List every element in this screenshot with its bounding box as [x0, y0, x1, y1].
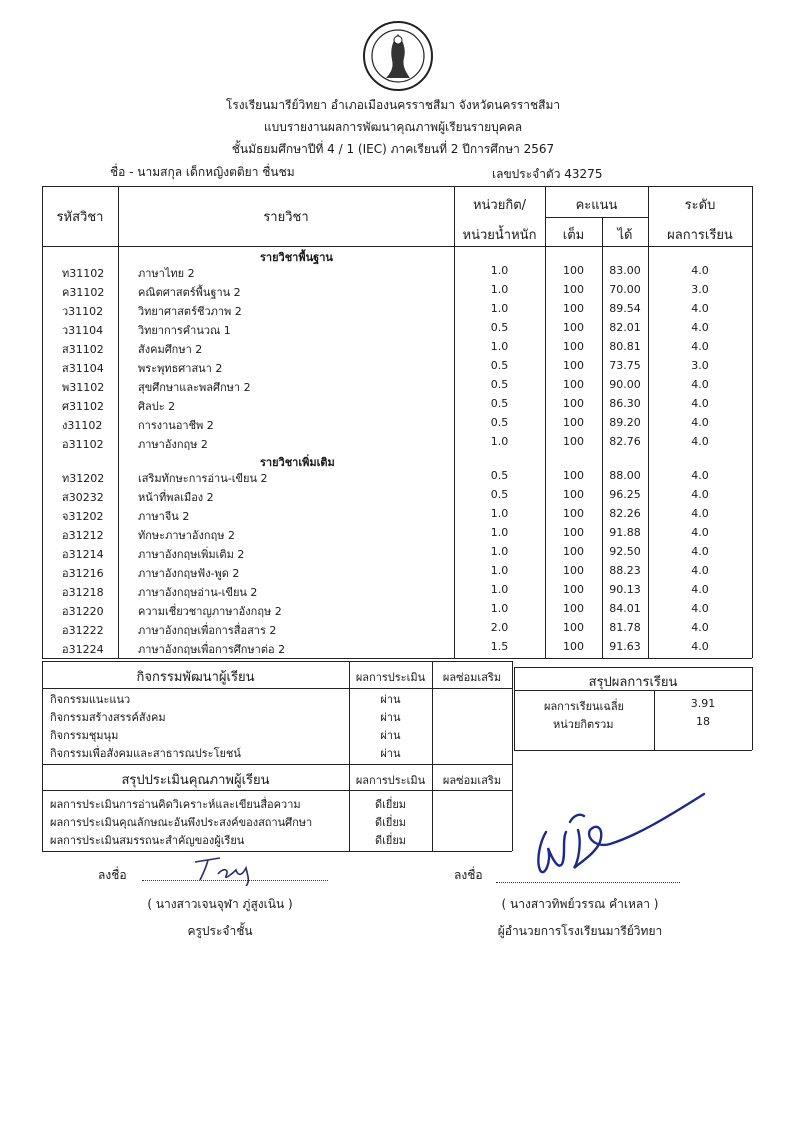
cell-full: 100 [563, 397, 584, 410]
table-row [0, 621, 786, 639]
table-row [0, 469, 786, 487]
cell-credit: 1.0 [490, 264, 509, 277]
cell-credit: 0.5 [490, 397, 509, 410]
cell-name: ภาษาอังกฤษ 2 [138, 438, 208, 451]
item-result: ดีเยี่ยม [374, 834, 407, 847]
director-name: ( นางสาวทิพย์วรรณ คำเหลา ) [501, 897, 659, 911]
cell-credit: 1.0 [490, 545, 509, 558]
table-row [0, 340, 786, 358]
cell-full: 100 [563, 545, 584, 558]
cell-credit: 0.5 [490, 488, 509, 501]
activities-header: กิจกรรมพัฒนาผู้เรียน [136, 670, 255, 685]
cell-grade: 4.0 [691, 526, 709, 539]
cell-full: 100 [563, 435, 584, 448]
cell-code: ส31104 [62, 362, 104, 375]
table-row [0, 583, 786, 601]
table-row [0, 640, 786, 658]
cell-got: 89.20 [609, 416, 641, 429]
group-basic-label: รายวิชาพื้นฐาน [260, 251, 333, 264]
class-line: ชั้นมัธยมศึกษาปีที่ 4 / 1 (IEC) ภาคเรียนที่ 2 ปีการศึกษา 2567 [231, 142, 555, 156]
credits-value: 18 [696, 715, 710, 728]
cell-full: 100 [563, 602, 584, 615]
cell-full: 100 [563, 621, 584, 634]
cell-name: เสริมทักษะการอ่าน-เขียน 2 [138, 472, 268, 485]
cell-name: ภาษาไทย 2 [138, 267, 195, 280]
cell-code: ท31102 [62, 267, 105, 280]
cell-credit: 1.0 [490, 435, 509, 448]
credits-label: หน่วยกิตรวม [553, 718, 614, 731]
cell-grade: 4.0 [691, 621, 709, 634]
cell-grade: 4.0 [691, 435, 709, 448]
cell-full: 100 [563, 488, 584, 501]
item-name: ผลการประเมินคุณลักษณะอันพึงประสงค์ของสถานศึกษา [50, 816, 313, 829]
item-name: กิจกรรมเพื่อสังคมและสาธารณประโยชน์ [50, 747, 241, 760]
group-extra-label: รายวิชาเพิ่มเติม [260, 456, 335, 469]
school-name-line: โรงเรียนมารีย์วิทยา อำเภอเมืองนครราชสีมา จังหวัดนครราชสีมา [225, 98, 561, 112]
cell-code: อ31220 [62, 605, 104, 618]
table-row [0, 359, 786, 377]
cell-got: 84.01 [609, 602, 641, 615]
director-sign-label: ลงชื่อ [454, 868, 483, 882]
table-row [0, 564, 786, 582]
cell-credit: 0.5 [490, 378, 509, 391]
cell-code: ง31102 [62, 419, 103, 432]
cell-got: 89.54 [609, 302, 641, 315]
quality-col-remedial: ผลซ่อมเสริม [442, 774, 502, 787]
col-header-credit-1: หน่วยกิต/ [472, 198, 527, 213]
cell-got: 83.00 [609, 264, 641, 277]
cell-name: ทักษะภาษาอังกฤษ 2 [138, 529, 235, 542]
cell-name: คณิตศาสตร์พื้นฐาน 2 [138, 286, 241, 299]
cell-got: 73.75 [609, 359, 641, 372]
cell-full: 100 [563, 564, 584, 577]
cell-got: 80.81 [609, 340, 641, 353]
cell-grade: 4.0 [691, 378, 709, 391]
cell-code: พ31102 [62, 381, 105, 394]
cell-got: 92.50 [609, 545, 641, 558]
cell-grade: 4.0 [691, 507, 709, 520]
school-logo [362, 20, 434, 92]
item-result: ดีเยี่ยม [374, 798, 407, 811]
cell-name: หน้าที่พลเมือง 2 [138, 491, 214, 504]
list-item [0, 726, 786, 744]
col-header-credit-2: หน่วยน้ำหนัก [462, 228, 537, 243]
cell-code: อ31224 [62, 643, 104, 656]
cell-got: 70.00 [609, 283, 641, 296]
student-name: ชื่อ - นามสกุล เด็กหญิงตติยา ชื่นชม [110, 165, 295, 179]
cell-credit: 1.0 [490, 340, 509, 353]
cell-code: จ31202 [62, 510, 104, 523]
col-header-score: คะแนน [575, 198, 618, 213]
cell-grade: 3.0 [691, 359, 709, 372]
cell-credit: 1.0 [490, 526, 509, 539]
quality-col-result: ผลการประเมิน [355, 774, 426, 787]
cell-grade: 4.0 [691, 321, 709, 334]
cell-grade: 4.0 [691, 583, 709, 596]
cell-name: ภาษาจีน 2 [138, 510, 190, 523]
activities-col-remedial: ผลซ่อมเสริม [442, 671, 502, 684]
cell-code: อ31216 [62, 567, 104, 580]
cell-credit: 1.0 [490, 507, 509, 520]
item-result: ผ่าน [380, 693, 401, 706]
director-signature [526, 782, 726, 882]
cell-name: ภาษาอังกฤษเพื่อการศึกษาต่อ 2 [138, 643, 286, 656]
cell-credit: 0.5 [490, 321, 509, 334]
item-result: ดีเยี่ยม [374, 816, 407, 829]
cell-full: 100 [563, 264, 584, 277]
cell-grade: 4.0 [691, 264, 709, 277]
gpa-label: ผลการเรียนเฉลี่ย [544, 700, 625, 713]
cell-code: ส30232 [62, 491, 104, 504]
cell-credit: 0.5 [490, 359, 509, 372]
cell-full: 100 [563, 340, 584, 353]
cell-grade: 4.0 [691, 545, 709, 558]
cell-name: สุขศึกษาและพลศึกษา 2 [138, 381, 251, 394]
gpa-value: 3.91 [690, 697, 716, 710]
cell-credit: 2.0 [490, 621, 509, 634]
table-row [0, 488, 786, 506]
cell-name: ความเชี่ยวชาญภาษาอังกฤษ 2 [138, 605, 282, 618]
cell-name: สังคมศึกษา 2 [138, 343, 203, 356]
cell-full: 100 [563, 640, 584, 653]
cell-name: ภาษาอังกฤษอ่าน-เขียน 2 [138, 586, 258, 599]
student-id: เลขประจำตัว 43275 [492, 167, 603, 181]
cell-got: 82.26 [609, 507, 641, 520]
cell-grade: 4.0 [691, 469, 709, 482]
cell-grade: 4.0 [691, 302, 709, 315]
item-name: กิจกรรมสร้างสรรค์สังคม [50, 711, 166, 724]
table-row [0, 526, 786, 544]
item-result: ผ่าน [380, 711, 401, 724]
table-row [0, 302, 786, 320]
table-row [0, 397, 786, 415]
list-item [0, 744, 786, 762]
col-header-level-1: ระดับ [684, 198, 716, 213]
cell-code: ศ31102 [62, 400, 104, 413]
table-row [0, 283, 786, 301]
cell-grade: 4.0 [691, 564, 709, 577]
cell-credit: 1.0 [490, 602, 509, 615]
cell-credit: 0.5 [490, 469, 509, 482]
cell-code: ส31102 [62, 343, 104, 356]
cell-code: ท31202 [62, 472, 105, 485]
cell-code: ว31104 [62, 324, 104, 337]
item-name: ผลการประเมินการอ่านคิดวิเคราะห์และเขียนสื่อความ [50, 798, 301, 811]
cell-name: ศิลปะ 2 [138, 400, 176, 413]
cell-full: 100 [563, 469, 584, 482]
cell-name: ภาษาอังกฤษเพื่อการสื่อสาร 2 [138, 624, 277, 637]
cell-name: วิทยาศาสตร์ชีวภาพ 2 [138, 305, 242, 318]
cell-name: การงานอาชีพ 2 [138, 419, 214, 432]
cell-credit: 1.0 [490, 302, 509, 315]
cell-credit: 1.0 [490, 283, 509, 296]
cell-got: 90.00 [609, 378, 641, 391]
col-header-full: เต็ม [562, 228, 585, 243]
activities-col-result: ผลการประเมิน [355, 671, 426, 684]
cell-full: 100 [563, 321, 584, 334]
cell-grade: 4.0 [691, 488, 709, 501]
cell-full: 100 [563, 583, 584, 596]
cell-name: ภาษาอังกฤษเพิ่มเติม 2 [138, 548, 245, 561]
item-name: ผลการประเมินสมรรถนะสำคัญของผู้เรียน [50, 834, 245, 847]
item-name: กิจกรรมชุมนุม [50, 729, 119, 742]
cell-got: 88.23 [609, 564, 641, 577]
teacher-role: ครูประจำชั้น [187, 924, 253, 938]
cell-got: 91.88 [609, 526, 641, 539]
cell-code: อ31218 [62, 586, 104, 599]
cell-code: อ31214 [62, 548, 104, 561]
table-row [0, 378, 786, 396]
cell-got: 91.63 [609, 640, 641, 653]
table-row [0, 435, 786, 453]
table-row [0, 507, 786, 525]
cell-full: 100 [563, 416, 584, 429]
teacher-signature [190, 852, 280, 886]
table-row [0, 416, 786, 434]
teacher-sign-label: ลงชื่อ [98, 868, 127, 882]
director-role: ผู้อำนวยการโรงเรียนมารีย์วิทยา [497, 924, 663, 938]
cell-got: 86.30 [609, 397, 641, 410]
cell-grade: 4.0 [691, 397, 709, 410]
cell-grade: 4.0 [691, 602, 709, 615]
cell-full: 100 [563, 283, 584, 296]
cell-name: ภาษาอังกฤษฟัง-พูด 2 [138, 567, 240, 580]
cell-full: 100 [563, 378, 584, 391]
cell-got: 81.78 [609, 621, 641, 634]
cell-code: อ31212 [62, 529, 104, 542]
item-result: ผ่าน [380, 747, 401, 760]
cell-full: 100 [563, 526, 584, 539]
cell-code: ค31102 [62, 286, 105, 299]
report-title: แบบรายงานผลการพัฒนาคุณภาพผู้เรียนรายบุคคล [263, 120, 523, 134]
table-row [0, 545, 786, 563]
cell-code: อ31222 [62, 624, 104, 637]
cell-got: 96.25 [609, 488, 641, 501]
cell-full: 100 [563, 359, 584, 372]
summary-header: สรุปผลการเรียน [588, 675, 678, 690]
cell-code: ว31102 [62, 305, 104, 318]
cell-name: พระพุทธศาสนา 2 [138, 362, 223, 375]
table-row [0, 264, 786, 282]
cell-credit: 0.5 [490, 416, 509, 429]
quality-header: สรุปประเมินคุณภาพผู้เรียน [121, 773, 270, 788]
cell-full: 100 [563, 507, 584, 520]
cell-name: วิทยาการคำนวณ 1 [138, 324, 231, 337]
cell-grade: 4.0 [691, 640, 709, 653]
cell-got: 82.76 [609, 435, 641, 448]
col-header-code: รหัสวิชา [56, 210, 104, 225]
cell-full: 100 [563, 302, 584, 315]
cell-grade: 3.0 [691, 283, 709, 296]
cell-credit: 1.0 [490, 564, 509, 577]
cell-got: 82.01 [609, 321, 641, 334]
cell-grade: 4.0 [691, 340, 709, 353]
teacher-name: ( นางสาวเจนจุฬา ภู่สูงเนิน ) [147, 897, 293, 911]
item-result: ผ่าน [380, 729, 401, 742]
col-header-got: ได้ [617, 228, 633, 243]
cell-credit: 1.0 [490, 583, 509, 596]
item-name: กิจกรรมแนะแนว [50, 693, 131, 706]
cell-code: อ31102 [62, 438, 104, 451]
col-header-subject: รายวิชา [263, 210, 309, 225]
cell-got: 90.13 [609, 583, 641, 596]
cell-grade: 4.0 [691, 416, 709, 429]
cell-credit: 1.5 [490, 640, 509, 653]
table-row [0, 321, 786, 339]
cell-got: 88.00 [609, 469, 641, 482]
table-row [0, 602, 786, 620]
col-header-level-2: ผลการเรียน [667, 228, 733, 243]
